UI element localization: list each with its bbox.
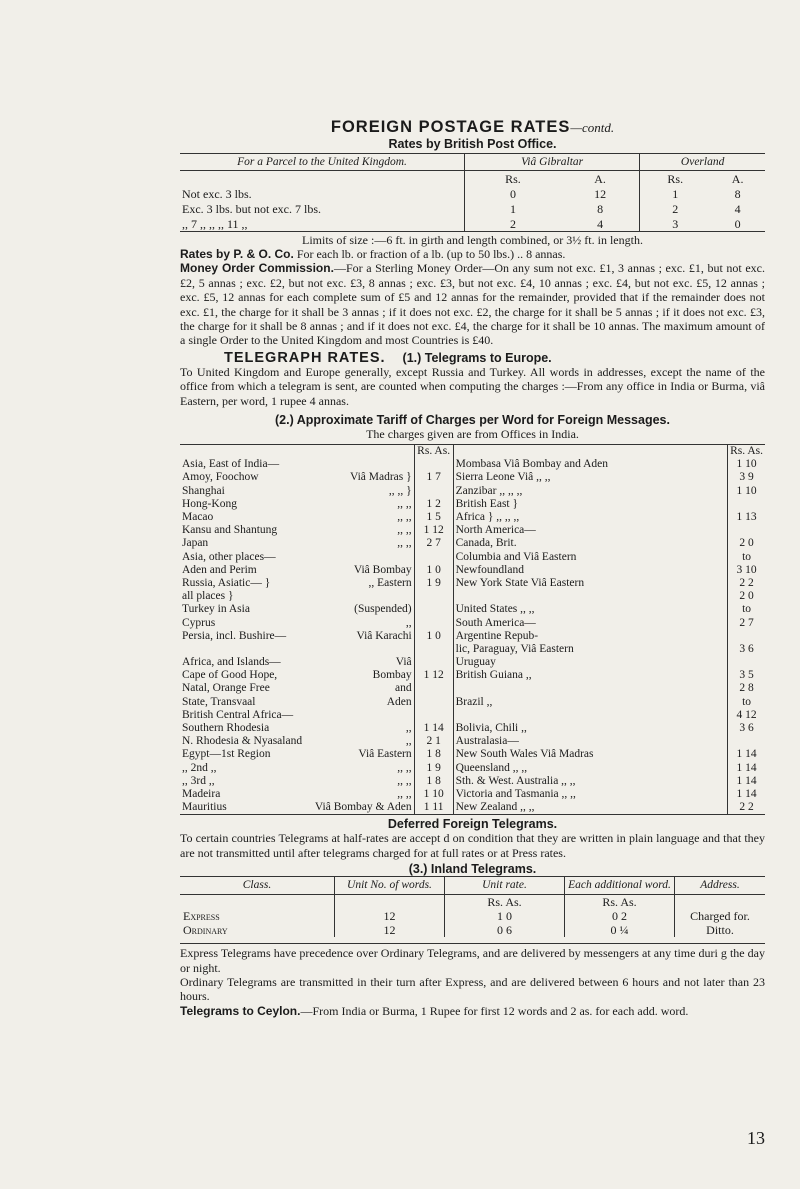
tariff-route: Viâ — [395, 656, 412, 669]
express-note: Express Telegrams have precedence over Ordinary Telegrams, and are delivered by messengers at any time duri g the day or night. — [180, 946, 765, 975]
tariff-row — [182, 537, 412, 550]
tariff-place: British East } — [455, 497, 519, 510]
tariff-rate: 3 6 — [739, 722, 754, 734]
tariff-rate: 3 10 — [736, 563, 757, 576]
money-order-paragraph: Money Order Commission.—For a Sterling Money Order—On any sum not exc. £1, 3 annas ; exc. £1, but not exc. £2, 5 annas ; exc. £2, but not exc. £3, 8 annas ; exc. £3, but not exc. £4, 10 annas ; exc. £4, but not exc. £5, 12 annas ; exc. £5, 12 annas for each complete sum of £5 and 12 annas for the remainder, provided that if the remainder does not exc. £1, the charge for it shall be 3 annas ; if it does not exc. £2, the charge for it shall be 5 annas ; if it does not exc. £3, the charge for it shall be 8 annas ; and if it does not exc. £4, the charge for it shall be 10 annas. The maximum amount of a single Order to the United Kingdom and most Countries is £40. — [180, 261, 765, 348]
tariff-place: New York State Viâ Eastern — [455, 576, 585, 589]
tariff-place: British Central Africa— — [182, 708, 294, 721]
tariff-place: State, Transvaal — [182, 695, 256, 708]
tariff-rate — [417, 682, 451, 695]
tariff-rate: 3 5 — [739, 669, 754, 682]
tariff-rate: 1 9 — [426, 576, 441, 589]
tariff-route: ,, ,, — [397, 497, 412, 510]
tariff-place: Natal, Orange Free — [182, 682, 270, 695]
tariff-route: ,, — [405, 722, 412, 734]
tariff-row — [182, 564, 412, 577]
tariff-route: Viâ Madras } — [349, 471, 412, 484]
tariff-route: ,, Eastern — [368, 576, 412, 589]
tariff-row — [182, 735, 412, 748]
tariff-route: ,, ,, } — [388, 484, 412, 497]
tariff-place: Mauritius — [182, 801, 227, 814]
tariff-route: Aden — [386, 695, 412, 708]
tariff-rate: 1 12 — [423, 524, 444, 537]
tariff-route: Bombay — [372, 669, 412, 682]
unit-label: Rs. — [465, 171, 561, 187]
tariff-rate: 1 14 — [736, 774, 757, 787]
tariff-row — [182, 458, 412, 471]
tariff-place: Africa } ,, ,, ,, — [455, 511, 520, 523]
tariff-rate — [417, 551, 451, 564]
tariff-right-values — [728, 445, 765, 815]
tariff-place: Kansu and Shantung — [182, 524, 278, 537]
page-content — [180, 120, 765, 1018]
tariff-route: ,, ,, — [397, 787, 412, 800]
tariff-rate: 1 8 — [426, 748, 441, 761]
table-row: ,, 7 ,, ,, ,, 11 ,, 2 4 3 0 — [182, 216, 741, 231]
tariff-place: Canada, Brit. — [455, 537, 517, 550]
tariff-route: ,, ,, — [397, 511, 412, 523]
tariff-row — [182, 643, 412, 656]
tariff-route: ,, — [405, 735, 412, 748]
tariff-route: ,, ,, — [397, 761, 412, 774]
rs-as-header: Rs. As. — [730, 445, 763, 458]
tariff-row — [182, 775, 412, 788]
tariff-place — [456, 682, 725, 695]
tariff-place: ,, 3rd ,, — [182, 774, 215, 787]
tariff-place: British Guiana ,, — [455, 669, 532, 682]
ceylon-paragraph: Telegrams to Ceylon.—From India or Burma, 1 Rupee for first 12 words and 2 as. for each add. word. — [180, 1003, 689, 1018]
tariff-rate: 1 9 — [426, 761, 441, 774]
telegraph-title: TELEGRAPH RATES. — [224, 349, 386, 366]
unit-label: Rs. — [640, 171, 710, 187]
tariff-rate: 2 8 — [739, 682, 754, 695]
tariff-row — [182, 590, 412, 603]
tariff-rate — [417, 603, 451, 616]
tariff-rate — [417, 656, 451, 669]
tariff-place: Aden and Perim — [182, 563, 257, 576]
tariff-place: Newfoundland — [455, 563, 524, 576]
tariff-place: Madeira — [182, 787, 221, 800]
tariff-rate — [417, 617, 451, 630]
tariff-route: Viâ Bombay — [353, 563, 412, 576]
tariff-place: N. Rhodesia & Nyasaland — [182, 735, 303, 748]
tariff-spacer — [182, 445, 412, 458]
tariff-rate: to — [742, 695, 752, 708]
tariff-rate — [730, 630, 763, 643]
table-row: Not exc. 3 lbs. 0 12 1 8 — [182, 186, 741, 201]
tariff-row — [182, 696, 412, 709]
tariff-route: ,, ,, — [397, 524, 412, 537]
tariff-rate: 1 10 — [736, 458, 757, 471]
tariff-rate: 1 13 — [736, 511, 757, 523]
tariff-route: Viâ Eastern — [358, 748, 412, 761]
tariff-place: Mombasa Viâ Bombay and Aden — [455, 458, 609, 471]
tariff-place: Cape of Good Hope, — [182, 669, 278, 682]
foreign-tariff-table — [180, 444, 765, 815]
telegraph-heading-line — [180, 351, 765, 365]
tariff-rate: 1 14 — [423, 722, 444, 734]
tariff-route: ,, — [405, 616, 412, 629]
tariff-rate: 1 2 — [426, 497, 441, 510]
tariff-place: Columbia and Viâ Eastern — [455, 550, 577, 563]
tariff-rate: 1 0 — [426, 563, 441, 576]
po-rates-paragraph: Rates by P. & O. Co. For each lb. or fraction of a lb. (up to 50 lbs.) .. 8 annas. — [180, 247, 566, 261]
tariff-row — [182, 748, 412, 761]
tariff-row — [182, 709, 412, 722]
parcel-header-gibraltar: Viâ Gibraltar — [465, 154, 640, 171]
tariff-place: Southern Rhodesia — [182, 722, 270, 734]
inland-title: (3.) Inland Telegrams. — [408, 862, 537, 877]
tariff-row — [182, 471, 412, 484]
tariff-rate — [417, 590, 451, 603]
tariff-row — [182, 762, 412, 775]
tariff-rate: 1 5 — [426, 511, 441, 523]
tariff-row — [182, 656, 412, 669]
tariff-rate: 1 14 — [736, 748, 757, 761]
ordinary-note: Ordinary Telegrams are transmitted in their turn after Express, and are delivered between 6 hours and not later than 23 hours. — [180, 974, 765, 1004]
inland-header: Class. — [180, 877, 335, 895]
tariff-place: ,, 2nd ,, — [182, 761, 217, 774]
tariff-row — [182, 801, 412, 814]
tariff-rate — [730, 735, 763, 748]
table-row: Exc. 3 lbs. but not exc. 7 lbs. 1 8 2 4 — [182, 201, 741, 216]
page-title: FOREIGN POSTAGE RATES—contd. — [330, 118, 615, 136]
tariff-rate: to — [742, 550, 752, 563]
tariff-place: Hong-Kong — [182, 497, 237, 510]
tariff-place: Macao — [182, 511, 214, 523]
inland-header: Address. — [675, 877, 766, 895]
tariff-route: ,, ,, — [397, 537, 412, 550]
tariff-rate — [417, 709, 451, 722]
tariff-place: Bolivia, Chili ,, — [455, 722, 527, 734]
tariff-rate — [730, 656, 763, 669]
tariff-place: Australasia— — [455, 735, 519, 748]
tariff-rate: 1 12 — [423, 669, 444, 682]
tariff-rate: 2 2 — [739, 801, 754, 814]
tariff-rate: to — [742, 603, 752, 616]
tariff-subtitle: (2.) Approximate Tariff of Charges per Word for Foreign Messages. — [275, 413, 670, 428]
tariff-place — [456, 590, 725, 603]
tariff-rate: 2 2 — [739, 576, 754, 589]
tariff-place: New Zealand ,, ,, — [455, 801, 535, 814]
tariff-place: Zanzibar ,, ,, ,, — [455, 484, 523, 497]
tariff-rate — [417, 643, 451, 656]
tariff-route: (Suspended) — [354, 603, 412, 616]
tariff-place: Sth. & West. Australia ,, ,, — [455, 774, 576, 787]
tariff-place — [456, 709, 725, 722]
tariff-rate — [417, 458, 451, 471]
page-subtitle: Rates by British Post Office. — [388, 137, 557, 151]
tariff-rate: 1 10 — [736, 484, 757, 497]
tariff-place: United States ,, ,, — [455, 603, 535, 616]
tariff-place: North America— — [455, 524, 536, 537]
tariff-rate: 2 7 — [426, 537, 441, 550]
tariff-place: Asia, East of India— — [182, 458, 280, 471]
tariff-rate: 4 12 — [736, 708, 757, 721]
tariff-note: The charges given are from Offices in India. — [366, 427, 579, 442]
tariff-place: Queensland ,, ,, — [455, 761, 528, 774]
inland-header: Unit rate. — [445, 877, 565, 895]
parcel-header-destination: For a Parcel to the United Kingdom. — [180, 154, 465, 171]
tariff-route: and — [395, 682, 412, 695]
tariff-place: Uruguay — [455, 656, 496, 669]
tariff-place: Argentine Repub- — [455, 629, 539, 642]
tariff-row — [182, 524, 412, 537]
deferred-title: Deferred Foreign Telegrams. — [387, 817, 558, 832]
tariff-place: Cyprus — [182, 616, 216, 629]
page-number: 13 — [747, 1128, 765, 1148]
tariff-place: Persia, incl. Bushire— — [182, 629, 287, 642]
tariff-row — [182, 630, 412, 643]
tariff-row — [182, 551, 412, 564]
tariff-rate: 2 0 — [739, 590, 754, 603]
unit-label: A. — [594, 171, 606, 186]
tariff-place: Asia, other places— — [182, 550, 276, 563]
tariff-place: lic, Paraguay, Viâ Eastern — [455, 642, 574, 655]
rs-as-header: Rs. As. — [417, 445, 451, 458]
parcel-limits: Limits of size :—6 ft. in girth and length combined, or 3½ ft. in length. — [180, 232, 765, 248]
tariff-rate — [417, 485, 451, 498]
tariff-row — [182, 722, 412, 735]
europe-paragraph: To United Kingdom and Europe generally, except Russia and Turkey. All words in addresses, except the name of the office from which a telegram is sent, are counted when computing the charges :—From any office in India or Burma, viâ Eastern, per word, 1 rupee 4 annas. — [180, 364, 765, 408]
table-row: Ordinary 12 0 6 0 ¼ Ditto. — [180, 923, 765, 937]
tariff-left-values — [414, 445, 453, 815]
tariff-place: Brazil ,, — [455, 695, 493, 708]
tariff-place: Russia, Asiatic— } — [182, 576, 271, 589]
parcel-rates-table — [180, 153, 765, 247]
tariff-rate: 1 14 — [736, 761, 757, 774]
tariff-place: Africa, and Islands— — [182, 656, 281, 669]
tariff-route: Viâ Karachi — [356, 629, 412, 642]
tariff-place: Shanghai — [182, 484, 225, 497]
tariff-rate: 2 1 — [426, 735, 441, 748]
deferred-paragraph: To certain countries Telegrams at half-rates are accept d on condition that they are written in plain language and that they are not transmitted until after telegrams charged for at full rates or at Press rates. — [180, 831, 765, 860]
tariff-place: Victoria and Tasmania ,, ,, — [455, 787, 576, 800]
tariff-place: Sierra Leone Viâ ,, ,, — [455, 471, 551, 484]
tariff-rate — [417, 696, 451, 709]
tariff-rate: 1 8 — [426, 774, 441, 787]
tariff-rate: 1 0 — [426, 629, 441, 642]
tariff-rate: 1 7 — [426, 471, 441, 484]
tariff-place: New South Wales Viâ Madras — [455, 748, 594, 761]
tariff-row — [182, 485, 412, 498]
tariff-right-column — [453, 445, 727, 815]
tariff-row — [182, 498, 412, 511]
tariff-route: Viâ Bombay & Aden — [314, 801, 412, 814]
tariff-rate — [730, 524, 763, 537]
tariff-place: Egypt—1st Region — [182, 748, 271, 761]
tariff-rate: 1 10 — [423, 787, 444, 800]
tariff-left-column — [180, 445, 414, 815]
tariff-rate: 3 9 — [739, 471, 754, 484]
tariff-row — [182, 603, 412, 616]
tariff-row — [182, 577, 412, 590]
europe-subtitle: (1.) Telegrams to Europe. — [402, 350, 552, 365]
tariff-row — [182, 682, 412, 695]
tariff-route: ,, ,, — [397, 774, 412, 787]
tariff-place: all places } — [182, 590, 234, 603]
tariff-place: Amoy, Foochow — [182, 471, 259, 484]
tariff-place: South America— — [455, 616, 536, 629]
tariff-rate: 3 6 — [739, 642, 754, 655]
tariff-spacer — [456, 445, 725, 458]
inland-header: Unit No. of words. — [335, 877, 445, 895]
inland-header: Each additional word. — [565, 877, 675, 895]
tariff-place: Turkey in Asia — [182, 603, 250, 616]
tariff-row — [182, 511, 412, 524]
parcel-header-overland: Overland — [640, 154, 765, 171]
tariff-place: Japan — [182, 537, 209, 550]
tariff-rate: 1 14 — [736, 787, 757, 800]
table-row: Express 12 1 0 0 2 Charged for. — [180, 909, 765, 923]
tariff-rate: 2 0 — [739, 537, 754, 550]
tariff-row — [182, 669, 412, 682]
inland-telegrams-table: Class. Unit No. of words. Unit rate. Each additional word. Address. Rs. As. Rs. As. Express 12 1 0 0 2 Charged for. Ordinary 12 0 6 0 ¼ Ditto. — [180, 876, 765, 944]
tariff-rate: 1 11 — [423, 801, 444, 814]
unit-label: A. — [731, 171, 744, 186]
tariff-row — [182, 617, 412, 630]
tariff-rate: 2 7 — [739, 616, 754, 629]
tariff-rate — [730, 498, 763, 511]
tariff-row — [182, 788, 412, 801]
